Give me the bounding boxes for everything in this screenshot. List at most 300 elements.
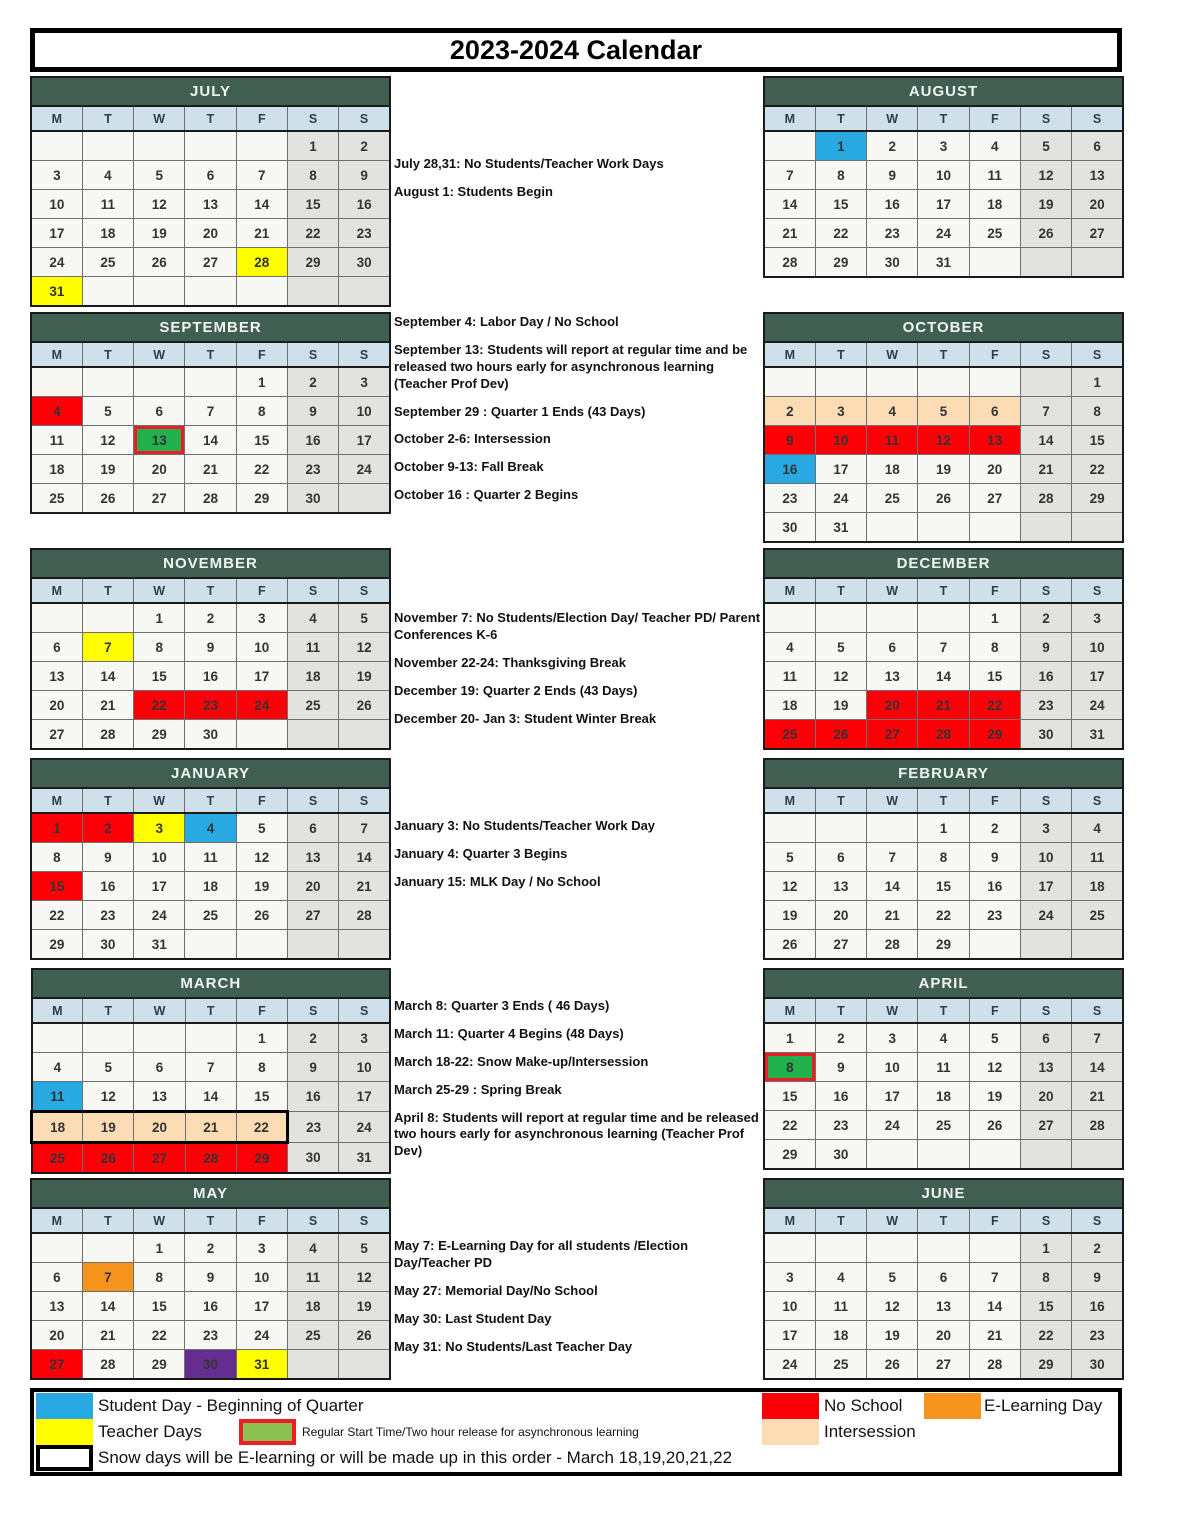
day-cell: 27 xyxy=(867,720,918,750)
day-of-week-header: T xyxy=(82,1208,133,1233)
day-cell: 2 xyxy=(764,397,815,426)
day-cell: 18 xyxy=(867,455,918,484)
day-cell: 23 xyxy=(288,1112,339,1143)
day-cell: 17 xyxy=(764,1321,815,1350)
day-cell: 20 xyxy=(815,901,866,930)
day-cell: 16 xyxy=(185,662,236,691)
day-cell: 9 xyxy=(339,161,390,190)
calendar-may xyxy=(30,1178,391,1380)
day-cell: 23 xyxy=(815,1111,866,1140)
calendar-july xyxy=(30,76,391,307)
day-cell: 25 xyxy=(287,691,338,720)
day-cell: 27 xyxy=(969,484,1020,513)
day-cell: 11 xyxy=(918,1053,969,1082)
day-cell: 9 xyxy=(867,161,918,190)
note-line: August 1: Students Begin xyxy=(394,183,553,199)
month-table xyxy=(30,758,391,960)
day-cell: 22 xyxy=(918,901,969,930)
day-cell: 4 xyxy=(287,603,338,633)
day-of-week-header: T xyxy=(918,106,969,131)
legend-swatch-no-school xyxy=(762,1393,819,1419)
day-cell: 12 xyxy=(1020,161,1071,190)
day-cell: 14 xyxy=(185,1082,236,1112)
day-cell: 19 xyxy=(339,662,390,691)
day-cell xyxy=(1020,248,1071,278)
day-cell: 29 xyxy=(287,248,338,277)
day-cell: 18 xyxy=(287,662,338,691)
day-cell: 26 xyxy=(236,901,287,930)
day-cell xyxy=(969,1140,1020,1170)
day-cell xyxy=(287,720,338,750)
day-cell xyxy=(1072,1140,1123,1170)
day-cell: 5 xyxy=(83,1053,134,1082)
day-cell: 29 xyxy=(1020,1350,1071,1380)
day-cell: 2 xyxy=(1072,1233,1123,1263)
day-of-week-header: W xyxy=(134,106,185,131)
day-cell: 9 xyxy=(1020,633,1071,662)
day-cell: 17 xyxy=(236,662,287,691)
day-cell: 14 xyxy=(867,872,918,901)
day-cell: 26 xyxy=(83,1143,134,1174)
day-cell: 27 xyxy=(815,930,866,960)
day-cell: 24 xyxy=(1072,691,1123,720)
day-cell: 7 xyxy=(185,397,236,426)
day-cell: 21 xyxy=(918,691,969,720)
day-cell xyxy=(1020,367,1071,397)
day-of-week-header: S xyxy=(1072,1208,1123,1233)
day-of-week-header: S xyxy=(339,1208,390,1233)
day-cell: 13 xyxy=(1072,161,1123,190)
day-cell xyxy=(339,720,390,750)
day-cell: 5 xyxy=(236,813,287,843)
day-cell xyxy=(339,930,390,960)
day-cell: 20 xyxy=(134,1112,185,1143)
day-cell: 4 xyxy=(1072,813,1123,843)
day-cell: 9 xyxy=(815,1053,866,1082)
day-cell: 27 xyxy=(134,1143,185,1174)
day-of-week-header: F xyxy=(969,788,1020,813)
day-cell: 12 xyxy=(764,872,815,901)
day-cell: 1 xyxy=(764,1023,815,1053)
day-cell: 28 xyxy=(969,1350,1020,1380)
day-cell: 9 xyxy=(185,633,236,662)
day-cell: 13 xyxy=(1020,1053,1071,1082)
day-cell: 14 xyxy=(1020,426,1071,455)
note-line: September 29 : Quarter 1 Ends (43 Days) xyxy=(394,403,646,419)
day-cell: 31 xyxy=(815,513,866,543)
day-cell: 11 xyxy=(82,190,133,219)
day-cell: 25 xyxy=(918,1111,969,1140)
day-cell xyxy=(815,1233,866,1263)
day-cell: 20 xyxy=(31,691,82,720)
day-cell: 21 xyxy=(236,219,287,248)
day-cell: 8 xyxy=(1072,397,1123,426)
day-cell: 10 xyxy=(1072,633,1123,662)
day-cell: 17 xyxy=(236,1292,287,1321)
day-cell xyxy=(764,1233,815,1263)
day-cell: 20 xyxy=(287,872,338,901)
day-cell: 19 xyxy=(134,219,185,248)
day-cell: 28 xyxy=(918,720,969,750)
day-cell xyxy=(815,603,866,633)
day-of-week-header: S xyxy=(1072,788,1123,813)
day-cell: 22 xyxy=(969,691,1020,720)
day-cell: 28 xyxy=(236,248,287,277)
day-of-week-header: S xyxy=(1020,342,1071,367)
day-cell: 24 xyxy=(815,484,866,513)
day-of-week-header: W xyxy=(867,106,918,131)
day-cell xyxy=(1020,513,1071,543)
day-of-week-header: T xyxy=(815,1208,866,1233)
day-of-week-header: M xyxy=(31,788,82,813)
note-line: January 15: MLK Day / No School xyxy=(394,873,601,889)
day-cell xyxy=(918,513,969,543)
day-cell: 9 xyxy=(969,843,1020,872)
day-of-week-header: F xyxy=(236,788,287,813)
day-cell: 30 xyxy=(1072,1350,1123,1380)
day-cell: 15 xyxy=(287,190,338,219)
day-cell xyxy=(867,1140,918,1170)
day-cell: 22 xyxy=(1020,1321,1071,1350)
day-cell: 4 xyxy=(764,633,815,662)
day-cell: 13 xyxy=(134,426,185,455)
day-cell xyxy=(969,930,1020,960)
day-of-week-header: F xyxy=(969,998,1020,1023)
day-of-week-header: T xyxy=(185,342,236,367)
day-cell: 8 xyxy=(134,1263,185,1292)
legend-swatch-elearning xyxy=(924,1393,981,1419)
day-cell: 6 xyxy=(969,397,1020,426)
month-name: FEBRUARY xyxy=(764,759,1123,788)
note-line: October 2-6: Intersession xyxy=(394,431,551,447)
day-cell: 20 xyxy=(918,1321,969,1350)
day-of-week-header: T xyxy=(815,106,866,131)
day-cell: 8 xyxy=(31,843,82,872)
month-table xyxy=(30,312,391,514)
day-cell: 21 xyxy=(764,219,815,248)
day-cell: 11 xyxy=(1072,843,1123,872)
day-of-week-header: S xyxy=(1072,578,1123,603)
note-line: May 7: E-Learning Day for all students /Election Day/Teacher PD xyxy=(394,1238,689,1270)
day-cell xyxy=(83,1023,134,1053)
day-cell: 25 xyxy=(82,248,133,277)
day-cell: 19 xyxy=(918,455,969,484)
day-cell xyxy=(31,131,82,161)
day-cell: 22 xyxy=(1072,455,1123,484)
day-cell: 31 xyxy=(918,248,969,278)
day-cell: 30 xyxy=(815,1140,866,1170)
day-cell: 27 xyxy=(185,248,236,277)
day-cell: 15 xyxy=(918,872,969,901)
day-of-week-header: T xyxy=(918,998,969,1023)
day-of-week-header: W xyxy=(867,342,918,367)
month-name: SEPTEMBER xyxy=(31,313,390,342)
day-cell: 12 xyxy=(82,426,133,455)
day-cell: 22 xyxy=(287,219,338,248)
day-cell: 23 xyxy=(82,901,133,930)
day-cell: 1 xyxy=(918,813,969,843)
day-of-week-header: S xyxy=(287,106,338,131)
day-cell: 10 xyxy=(918,161,969,190)
legend-box xyxy=(30,1388,1122,1476)
day-of-week-header: S xyxy=(287,1208,338,1233)
day-cell: 4 xyxy=(82,161,133,190)
day-cell xyxy=(867,513,918,543)
day-of-week-header: M xyxy=(764,106,815,131)
day-cell: 17 xyxy=(31,219,82,248)
day-cell xyxy=(867,813,918,843)
day-cell: 14 xyxy=(82,1292,133,1321)
day-cell xyxy=(1072,930,1123,960)
day-of-week-header: S xyxy=(287,342,338,367)
day-of-week-header: T xyxy=(918,1208,969,1233)
day-cell: 13 xyxy=(31,662,82,691)
day-of-week-header: M xyxy=(31,106,82,131)
day-cell: 3 xyxy=(1020,813,1071,843)
day-cell xyxy=(764,813,815,843)
day-cell: 2 xyxy=(969,813,1020,843)
day-cell: 24 xyxy=(339,1112,390,1143)
day-cell: 18 xyxy=(82,219,133,248)
day-cell: 28 xyxy=(339,901,390,930)
day-cell: 27 xyxy=(31,1350,82,1380)
day-cell: 19 xyxy=(764,901,815,930)
day-of-week-header: S xyxy=(1072,342,1123,367)
note-line: September 13: Students will report at regular time and be released two hours early for asynchronous learning (Teacher Prof Dev) xyxy=(394,341,748,391)
day-cell: 12 xyxy=(918,426,969,455)
day-cell: 30 xyxy=(1020,720,1071,750)
day-cell xyxy=(134,131,185,161)
day-of-week-header: S xyxy=(287,788,338,813)
day-cell: 29 xyxy=(969,720,1020,750)
day-of-week-header: M xyxy=(764,342,815,367)
notes-september xyxy=(394,314,762,515)
day-cell: 10 xyxy=(134,843,185,872)
day-cell: 21 xyxy=(969,1321,1020,1350)
day-cell: 3 xyxy=(31,161,82,190)
day-cell: 13 xyxy=(31,1292,82,1321)
calendar-september xyxy=(30,312,391,514)
day-cell: 15 xyxy=(134,1292,185,1321)
day-of-week-header: T xyxy=(82,342,133,367)
day-cell: 2 xyxy=(287,367,338,397)
day-cell: 13 xyxy=(815,872,866,901)
day-cell: 28 xyxy=(867,930,918,960)
legend-label-teacher-days: Teacher Days xyxy=(98,1422,202,1441)
day-cell: 9 xyxy=(82,843,133,872)
note-line: May 30: Last Student Day xyxy=(394,1310,552,1326)
day-cell: 6 xyxy=(1072,131,1123,161)
day-of-week-header: T xyxy=(185,578,236,603)
day-cell: 25 xyxy=(969,219,1020,248)
day-cell: 19 xyxy=(969,1082,1020,1111)
note-line: November 7: No Students/Election Day/ Teacher PD/ Parent Conferences K-6 xyxy=(394,610,761,642)
day-cell: 10 xyxy=(764,1292,815,1321)
day-cell xyxy=(1020,930,1071,960)
month-name: MAY xyxy=(31,1179,390,1208)
calendar-october xyxy=(763,312,1124,543)
day-cell: 29 xyxy=(764,1140,815,1170)
day-cell: 17 xyxy=(815,455,866,484)
day-cell: 22 xyxy=(764,1111,815,1140)
day-cell: 10 xyxy=(339,397,390,426)
day-cell: 19 xyxy=(867,1321,918,1350)
day-of-week-header: T xyxy=(82,788,133,813)
day-cell: 7 xyxy=(236,161,287,190)
legend-swatch-teacher-days xyxy=(36,1419,93,1445)
day-cell: 13 xyxy=(134,1082,185,1112)
day-cell xyxy=(134,1023,185,1053)
day-cell: 3 xyxy=(918,131,969,161)
day-cell: 3 xyxy=(339,367,390,397)
day-cell: 18 xyxy=(185,872,236,901)
day-cell: 31 xyxy=(31,277,82,307)
day-cell: 10 xyxy=(339,1053,390,1082)
note-line: December 20- Jan 3: Student Winter Break xyxy=(394,710,657,726)
day-cell: 25 xyxy=(867,484,918,513)
month-name: APRIL xyxy=(764,969,1123,998)
day-of-week-header: M xyxy=(32,998,83,1023)
day-cell: 17 xyxy=(134,872,185,901)
day-cell: 27 xyxy=(918,1350,969,1380)
day-cell xyxy=(82,1233,133,1263)
day-cell: 14 xyxy=(236,190,287,219)
notes-july xyxy=(394,156,762,212)
day-of-week-header: M xyxy=(31,342,82,367)
day-cell: 4 xyxy=(867,397,918,426)
month-table xyxy=(763,968,1124,1170)
day-cell: 17 xyxy=(867,1082,918,1111)
day-cell: 20 xyxy=(134,455,185,484)
day-cell: 11 xyxy=(32,1082,83,1112)
day-of-week-header: F xyxy=(969,1208,1020,1233)
note-line: January 3: No Students/Teacher Work Day xyxy=(394,818,656,833)
day-cell: 19 xyxy=(83,1112,134,1143)
notes-january xyxy=(394,818,762,902)
day-of-week-header: M xyxy=(31,1208,82,1233)
legend-label-regular-start: Regular Start Time/Two hour release for asynchronous learning xyxy=(302,1425,639,1439)
day-cell: 24 xyxy=(236,691,287,720)
day-cell: 1 xyxy=(969,603,1020,633)
day-cell: 1 xyxy=(134,603,185,633)
day-cell: 26 xyxy=(134,248,185,277)
day-cell: 6 xyxy=(287,813,338,843)
day-cell xyxy=(339,484,390,514)
day-cell xyxy=(82,277,133,307)
day-cell xyxy=(287,930,338,960)
day-cell xyxy=(867,603,918,633)
day-cell xyxy=(918,367,969,397)
day-of-week-header: T xyxy=(918,342,969,367)
day-cell xyxy=(134,367,185,397)
day-cell xyxy=(1020,1140,1071,1170)
day-cell: 26 xyxy=(339,1321,390,1350)
day-of-week-header: W xyxy=(134,342,185,367)
day-cell: 2 xyxy=(1020,603,1071,633)
day-cell: 1 xyxy=(236,1023,287,1053)
day-of-week-header: M xyxy=(31,578,82,603)
day-of-week-header: S xyxy=(1020,998,1071,1023)
day-cell xyxy=(339,277,390,307)
day-cell: 2 xyxy=(288,1023,339,1053)
day-cell xyxy=(236,930,287,960)
month-table xyxy=(30,76,391,307)
day-cell: 21 xyxy=(185,1112,236,1143)
note-line: July 28,31: No Students/Teacher Work Days xyxy=(394,156,664,171)
day-cell: 29 xyxy=(236,484,287,514)
day-of-week-header: F xyxy=(236,578,287,603)
day-cell: 18 xyxy=(32,1112,83,1143)
notes-november xyxy=(394,610,762,738)
day-cell: 11 xyxy=(969,161,1020,190)
day-cell: 2 xyxy=(185,1233,236,1263)
day-of-week-header: T xyxy=(185,998,236,1023)
day-cell: 5 xyxy=(969,1023,1020,1053)
day-cell: 6 xyxy=(31,1263,82,1292)
day-cell: 20 xyxy=(969,455,1020,484)
day-cell: 5 xyxy=(339,1233,390,1263)
month-name: JUNE xyxy=(764,1179,1123,1208)
day-cell: 16 xyxy=(185,1292,236,1321)
legend-label-no-school: No School xyxy=(824,1396,903,1415)
day-cell: 30 xyxy=(287,484,338,514)
day-cell: 6 xyxy=(1020,1023,1071,1053)
day-cell: 12 xyxy=(339,1263,390,1292)
day-cell: 7 xyxy=(1072,1023,1123,1053)
day-cell xyxy=(1072,513,1123,543)
day-cell: 18 xyxy=(969,190,1020,219)
day-of-week-header: W xyxy=(134,578,185,603)
day-cell: 16 xyxy=(288,1082,339,1112)
day-cell: 7 xyxy=(764,161,815,190)
day-cell: 15 xyxy=(1020,1292,1071,1321)
month-name: JULY xyxy=(31,77,390,106)
day-of-week-header: T xyxy=(83,998,134,1023)
note-line: September 4: Labor Day / No School xyxy=(394,314,619,329)
day-of-week-header: M xyxy=(764,1208,815,1233)
day-cell: 28 xyxy=(82,720,133,750)
day-cell: 9 xyxy=(1072,1263,1123,1292)
day-cell: 29 xyxy=(134,1350,185,1380)
day-cell: 13 xyxy=(918,1292,969,1321)
day-cell: 26 xyxy=(969,1111,1020,1140)
day-cell: 8 xyxy=(764,1053,815,1082)
day-cell: 5 xyxy=(867,1263,918,1292)
day-cell xyxy=(918,1233,969,1263)
day-cell: 1 xyxy=(815,131,866,161)
day-cell: 27 xyxy=(31,720,82,750)
day-cell xyxy=(185,367,236,397)
day-cell: 8 xyxy=(236,1053,287,1082)
day-of-week-header: T xyxy=(185,106,236,131)
day-cell: 27 xyxy=(1072,219,1123,248)
calendar-june xyxy=(763,1178,1124,1380)
day-cell xyxy=(185,930,236,960)
day-cell xyxy=(82,131,133,161)
day-of-week-header: T xyxy=(185,788,236,813)
day-cell: 30 xyxy=(185,1350,236,1380)
day-of-week-header: W xyxy=(134,998,185,1023)
day-cell: 25 xyxy=(32,1143,83,1174)
note-line: April 8: Students will report at regular time and be released two hours early for asynchronous learning (Teacher Prof Dev) xyxy=(394,1109,759,1159)
day-cell: 28 xyxy=(764,248,815,278)
day-cell: 1 xyxy=(31,813,82,843)
day-cell: 18 xyxy=(287,1292,338,1321)
day-cell: 19 xyxy=(339,1292,390,1321)
day-cell: 4 xyxy=(969,131,1020,161)
day-cell xyxy=(287,1350,338,1380)
calendar-january xyxy=(30,758,391,960)
